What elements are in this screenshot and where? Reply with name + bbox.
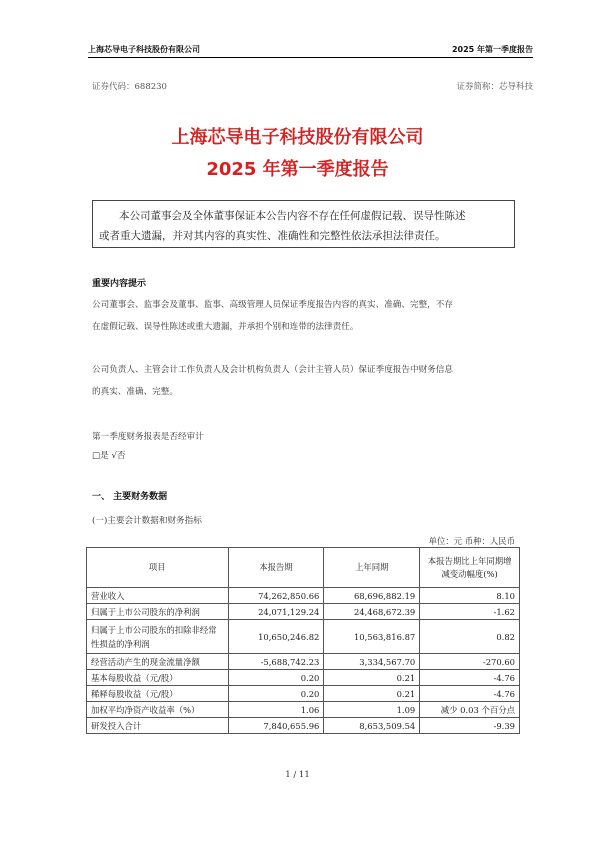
row-change: -9.39 — [420, 718, 520, 734]
row-item: 经营活动产生的现金流量净额 — [87, 654, 229, 670]
row-current: 0.20 — [228, 686, 324, 702]
header-company: 上海芯导电子科技股份有限公司 — [88, 45, 200, 54]
row-current: 7,840,655.96 — [228, 718, 324, 734]
board-statement-line-1: 本公司董事会及全体董事保证本公告内容不存在任何虚假记载、误导性陈述 — [119, 210, 466, 222]
important-p2-line-2: 的真实、准确、完整。 — [92, 387, 178, 397]
row-change: -4.76 — [420, 686, 520, 702]
row-current: 0.20 — [228, 670, 324, 686]
row-change: 减少 0.03 个百分点 — [420, 702, 520, 718]
row-item: 稀释每股收益（元/股） — [87, 686, 229, 702]
col-header-prior: 上年同期 — [324, 548, 420, 588]
important-paragraph-1 — [92, 294, 516, 338]
row-change: -1.62 — [420, 604, 520, 620]
report-title-period: 2025 年第一季度报告 — [206, 159, 389, 180]
col-header-item: 项目 — [87, 548, 229, 588]
row-change: -4.76 — [420, 670, 520, 686]
financial-data-table — [86, 547, 520, 734]
row-item: 研发投入合计 — [87, 718, 229, 734]
table-row — [87, 654, 520, 670]
page-number: 1 / 11 — [285, 770, 310, 780]
important-paragraph-2 — [92, 359, 516, 403]
row-prior: 3,334,567.70 — [324, 654, 420, 670]
security-code: 证券代码：688230 — [92, 82, 167, 92]
section-heading: 一、 主要财务数据 — [92, 492, 168, 502]
row-change: 8.10 — [420, 588, 520, 604]
row-item: 基本每股收益（元/股） — [87, 670, 229, 686]
row-current: 24,071,129.24 — [228, 604, 324, 620]
row-current: 10,650,246.82 — [228, 620, 324, 654]
col-header-change: 本报告期比上年同期增减变动幅度(%) — [420, 548, 520, 588]
row-prior: 24,468,672.39 — [324, 604, 420, 620]
subsection-heading: (一)主要会计数据和财务指标 — [92, 516, 202, 526]
board-statement-box — [92, 200, 515, 248]
row-item: 归属于上市公司股东的扣除非经常性损益的净利润 — [87, 620, 229, 654]
table-row — [87, 670, 520, 686]
row-prior: 0.21 — [324, 670, 420, 686]
row-current: 74,262,850.66 — [228, 588, 324, 604]
row-change: -270.60 — [420, 654, 520, 670]
table-row — [87, 702, 520, 718]
row-item: 加权平均净资产收益率（%） — [87, 702, 229, 718]
table-row — [87, 620, 520, 654]
unit-currency-note: 单位：元 币种：人民币 — [428, 536, 515, 546]
audit-question: 第一季度财务报表是否经审计 — [92, 432, 204, 442]
securities-info — [92, 80, 533, 92]
row-prior: 8,653,509.54 — [324, 718, 420, 734]
header-report: 2025 年第一季度报告 — [451, 45, 533, 54]
row-item: 营业收入 — [87, 588, 229, 604]
important-p1-line-1: 公司董事会、监事会及董事、监事、高级管理人员保证季度报告内容的真实、准确、完整，不存 — [92, 300, 453, 310]
report-title-company: 上海芯导电子科技股份有限公司 — [171, 127, 424, 148]
row-prior: 0.21 — [324, 686, 420, 702]
important-p1-line-2: 在虚假记载、误导性陈述或重大遗漏，并承担个别和连带的法律责任。 — [92, 322, 359, 332]
row-prior: 1.09 — [324, 702, 420, 718]
table-row — [87, 588, 520, 604]
table-row — [87, 604, 520, 620]
table-header-row — [87, 548, 520, 588]
table-row — [87, 686, 520, 702]
important-heading: 重要内容提示 — [92, 279, 147, 289]
row-change: 0.82 — [420, 620, 520, 654]
col-header-current: 本报告期 — [228, 548, 324, 588]
row-current: -5,688,742.23 — [228, 654, 324, 670]
row-prior: 10,563,816.87 — [324, 620, 420, 654]
audit-answer: □是 √否 — [92, 451, 126, 461]
security-abbr: 证券简称：芯导科技 — [456, 82, 533, 92]
board-statement-line-2: 或者重大遗漏，并对其内容的真实性、准确性和完整性依法承担法律责任。 — [99, 230, 446, 242]
row-current: 1.06 — [228, 702, 324, 718]
row-item: 归属于上市公司股东的净利润 — [87, 604, 229, 620]
row-prior: 68,696,882.19 — [324, 588, 420, 604]
table-row — [87, 718, 520, 734]
running-header — [88, 44, 533, 58]
important-p2-line-1: 公司负责人、主管会计工作负责人及会计机构负责人（会计主管人员）保证季度报告中财务信息 — [92, 365, 453, 375]
